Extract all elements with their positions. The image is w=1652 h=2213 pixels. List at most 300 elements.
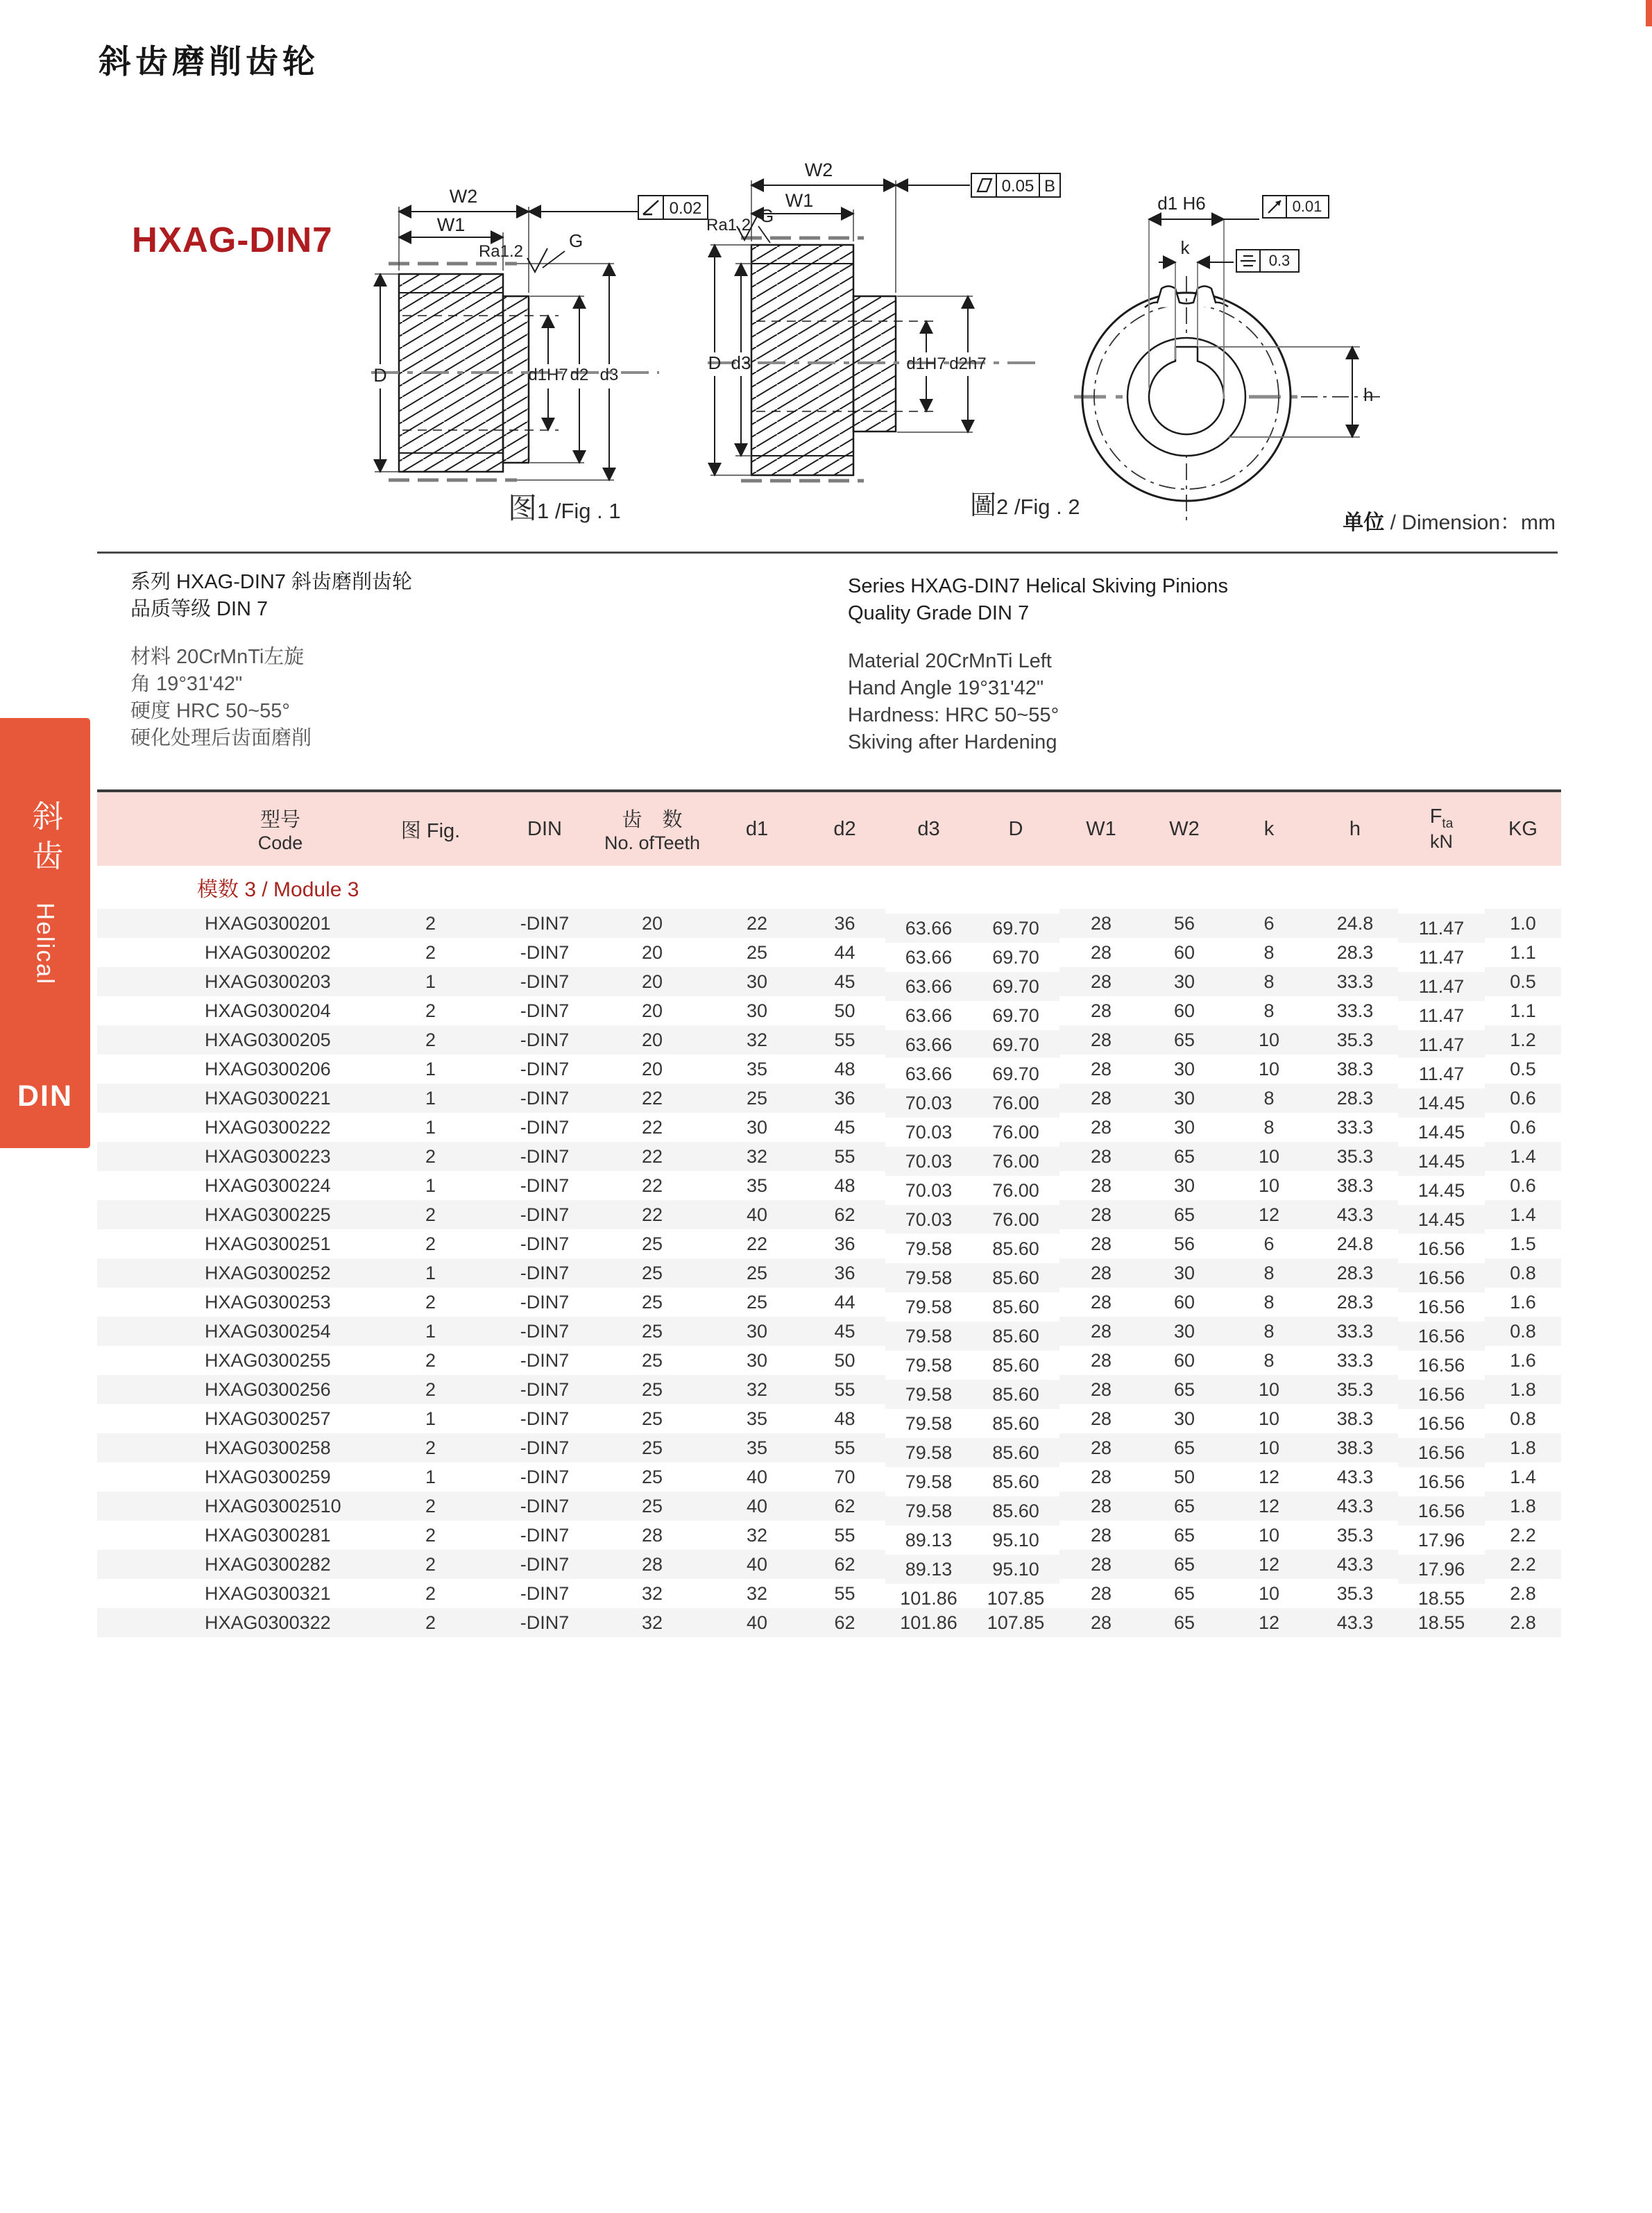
cell-k: 10 — [1258, 1378, 1280, 1400]
cell-fig: 2 — [425, 1349, 436, 1371]
cell-fig: 2 — [425, 1378, 436, 1400]
table-row — [97, 1462, 1561, 1492]
cell-code: HXAG0300204 — [205, 1000, 331, 1021]
cell-d1: 32 — [746, 1378, 768, 1400]
cell-kg: 1.6 — [1510, 1291, 1536, 1313]
cell-din: -DIN7 — [520, 1116, 570, 1138]
cell-k: 8 — [1263, 1262, 1275, 1283]
cell-W2: 30 — [1173, 1262, 1195, 1283]
table-row — [97, 1025, 1561, 1054]
cell-code: HXAG0300224 — [205, 1174, 331, 1196]
description-cn — [130, 569, 412, 752]
cell-fta: 16.56 — [1417, 1412, 1465, 1434]
col-header-teeth: 齿 数 No. ofTeeth — [595, 792, 710, 866]
cell-din: -DIN7 — [520, 1029, 570, 1050]
cell-d1: 22 — [746, 912, 768, 934]
cell-d2: 48 — [834, 1408, 855, 1429]
cell-k: 10 — [1258, 1437, 1280, 1458]
fig1-w1-label: W1 — [436, 214, 466, 235]
table-row — [97, 1288, 1561, 1317]
cell-code: HXAG0300206 — [205, 1058, 331, 1079]
cell-d2: 55 — [834, 1582, 855, 1604]
col-header-W2: W2 — [1143, 792, 1226, 866]
cell-din: -DIN7 — [520, 1378, 570, 1400]
cell-kg: 0.6 — [1510, 1116, 1536, 1138]
fig3-k-label: k — [1180, 237, 1190, 258]
table-row — [97, 967, 1561, 996]
cell-h: 43.3 — [1336, 1553, 1374, 1575]
description-en — [848, 573, 1228, 756]
cell-d1: 25 — [746, 941, 768, 963]
cell-W2: 60 — [1173, 941, 1195, 963]
cell-code: HXAG0300252 — [205, 1262, 331, 1283]
cell-teeth: 25 — [641, 1466, 663, 1487]
runout-tolerance-frame — [1263, 196, 1329, 218]
desc-line: 硬化处理后齿面磨削 — [130, 727, 312, 749]
cell-teeth: 28 — [641, 1524, 663, 1546]
cell-d2: 55 — [834, 1378, 855, 1400]
cell-d1: 40 — [746, 1204, 768, 1225]
cell-d1: 30 — [746, 1000, 768, 1021]
cell-k: 8 — [1263, 1320, 1275, 1342]
cell-din: -DIN7 — [520, 1349, 570, 1371]
table-row — [97, 1200, 1561, 1229]
cell-code: HXAG0300202 — [205, 941, 331, 963]
table-row — [97, 1608, 1561, 1637]
cell-teeth: 32 — [641, 1612, 663, 1633]
cell-W1: 28 — [1090, 1349, 1112, 1371]
cell-fig: 2 — [425, 1495, 436, 1516]
cell-kg: 1.1 — [1510, 1000, 1536, 1021]
cell-D: 107.85 — [987, 1612, 1045, 1633]
cell-din: -DIN7 — [520, 912, 570, 934]
cell-din: -DIN7 — [520, 1582, 570, 1604]
table-row — [97, 1404, 1561, 1433]
cell-d3: 79.58 — [905, 1412, 953, 1434]
fig3-h-label: h — [1363, 384, 1374, 405]
cell-teeth: 22 — [641, 1174, 663, 1196]
cell-din: -DIN7 — [520, 1233, 570, 1254]
cell-d2: 62 — [834, 1495, 855, 1516]
cell-h: 35.3 — [1336, 1582, 1374, 1604]
cell-din: -DIN7 — [520, 1204, 570, 1225]
cell-W1: 28 — [1090, 1174, 1112, 1196]
cell-d2: 48 — [834, 1058, 855, 1079]
cell-code: HXAG0300255 — [205, 1349, 331, 1371]
cell-W2: 65 — [1173, 1437, 1195, 1458]
cell-d2: 44 — [834, 1291, 855, 1313]
fig2-d1-label: d1H7 — [906, 354, 946, 373]
cell-W2: 56 — [1173, 1233, 1195, 1254]
table-row — [97, 1142, 1561, 1171]
sidebar-label-din: DIN — [17, 1079, 74, 1113]
gear-section — [751, 245, 853, 475]
table-body — [97, 909, 1561, 1637]
cell-W2: 30 — [1173, 1174, 1195, 1196]
col-header-d1: d1 — [710, 792, 804, 866]
cell-k: 8 — [1263, 1291, 1275, 1313]
desc-line: Material 20CrMnTi Left — [848, 650, 1052, 672]
cell-k: 12 — [1258, 1553, 1280, 1575]
cell-fig: 2 — [425, 1612, 436, 1633]
cell-d1: 22 — [746, 1233, 768, 1254]
cell-d3: 79.58 — [905, 1267, 953, 1288]
cell-d1: 40 — [746, 1553, 768, 1575]
cell-k: 8 — [1263, 971, 1275, 992]
cell-k: 10 — [1258, 1029, 1280, 1050]
sidebar-tab-helical[interactable] — [0, 718, 90, 1148]
cell-d2: 36 — [834, 1087, 855, 1109]
table-row — [97, 1171, 1561, 1200]
table-row — [97, 1521, 1561, 1550]
page-corner-mark — [1646, 0, 1652, 26]
table-row — [97, 1113, 1561, 1142]
col-header-D: D — [972, 792, 1059, 866]
cell-d3: 79.58 — [905, 1383, 953, 1405]
cell-k: 10 — [1258, 1174, 1280, 1196]
sidebar-label-cn: 斜齿 — [27, 800, 63, 879]
cell-W1: 28 — [1090, 1000, 1112, 1021]
cell-d1: 32 — [746, 1524, 768, 1546]
symmetry-tolerance-frame — [1236, 250, 1299, 272]
col-header-din: DIN — [495, 792, 595, 866]
cell-kg: 0.5 — [1510, 971, 1536, 992]
cell-d2: 62 — [834, 1204, 855, 1225]
cell-fig: 2 — [425, 1553, 436, 1575]
cell-d3: 89.13 — [905, 1558, 953, 1580]
cell-fta: 18.55 — [1417, 1587, 1465, 1609]
cell-fta: 18.55 — [1417, 1612, 1465, 1633]
cell-k: 10 — [1258, 1058, 1280, 1079]
cell-d1: 40 — [746, 1466, 768, 1487]
cell-k: 12 — [1258, 1495, 1280, 1516]
cell-W1: 28 — [1090, 1524, 1112, 1546]
cell-fta: 11.47 — [1418, 1005, 1465, 1026]
cell-fta: 17.96 — [1417, 1529, 1465, 1550]
cell-code: HXAG0300221 — [205, 1087, 331, 1109]
cell-fig: 1 — [425, 1408, 436, 1429]
cell-h: 38.3 — [1336, 1174, 1374, 1196]
cell-fig: 2 — [425, 1291, 436, 1313]
cell-din: -DIN7 — [520, 1553, 570, 1575]
series-title: HXAG-DIN7 — [132, 220, 333, 259]
cell-din: -DIN7 — [520, 1145, 570, 1167]
cell-din: -DIN7 — [520, 1524, 570, 1546]
cell-W2: 60 — [1173, 1349, 1195, 1371]
cell-d1: 40 — [746, 1495, 768, 1516]
cell-d1: 25 — [746, 1262, 768, 1283]
cell-d3: 63.66 — [905, 1034, 953, 1055]
cell-h: 43.3 — [1336, 1204, 1374, 1225]
cell-h: 35.3 — [1336, 1029, 1374, 1050]
cell-teeth: 25 — [641, 1408, 663, 1429]
table-row — [97, 996, 1561, 1025]
cell-teeth: 20 — [641, 971, 663, 992]
cell-D: 85.60 — [992, 1471, 1039, 1492]
cell-kg: 1.4 — [1510, 1466, 1536, 1487]
cell-din: -DIN7 — [520, 941, 570, 963]
cell-d2: 45 — [834, 1116, 855, 1138]
cell-fig: 2 — [425, 1204, 436, 1225]
table-row — [97, 1433, 1561, 1462]
desc-line: Series HXAG-DIN7 Helical Skiving Pinions — [848, 575, 1228, 597]
cell-code: HXAG0300253 — [205, 1291, 331, 1313]
cell-W1: 28 — [1090, 1087, 1112, 1109]
cell-d1: 32 — [746, 1029, 768, 1050]
cell-D: 69.70 — [992, 975, 1039, 997]
cell-h: 35.3 — [1336, 1145, 1374, 1167]
cell-W2: 65 — [1173, 1495, 1195, 1516]
fig1-tol-value: 0.02 — [669, 199, 702, 218]
cell-d2: 62 — [834, 1553, 855, 1575]
module-label: 模数 3 / Module 3 — [197, 878, 359, 901]
surface-finish-icon — [527, 248, 547, 272]
sidebar-vertical-text — [27, 800, 63, 986]
cell-W2: 56 — [1173, 912, 1195, 934]
cell-code: HXAG0300321 — [205, 1582, 331, 1604]
col-header-d3: d3 — [885, 792, 972, 866]
desc-line: Skiving after Hardening — [848, 731, 1057, 753]
cell-fig: 1 — [425, 1466, 436, 1487]
cell-code: HXAG0300254 — [205, 1320, 331, 1342]
cell-d2: 36 — [834, 1233, 855, 1254]
cell-fig: 1 — [425, 1116, 436, 1138]
table-header — [97, 792, 1561, 866]
col-header-d2: d2 — [804, 792, 885, 866]
cell-kg: 2.2 — [1510, 1524, 1536, 1546]
cell-teeth: 22 — [641, 1116, 663, 1138]
cell-fig: 1 — [425, 1087, 436, 1109]
spec-table — [97, 792, 1561, 1637]
cell-fta: 16.56 — [1417, 1296, 1465, 1317]
cell-teeth: 20 — [641, 1029, 663, 1050]
cell-din: -DIN7 — [520, 1612, 570, 1633]
cell-fta: 16.56 — [1417, 1442, 1465, 1463]
cell-D: 85.60 — [992, 1296, 1039, 1317]
cell-W1: 28 — [1090, 971, 1112, 992]
fig2-d-label: D — [708, 352, 722, 373]
cell-d3: 79.58 — [905, 1238, 953, 1259]
cell-din: -DIN7 — [520, 1437, 570, 1458]
cell-d2: 45 — [834, 1320, 855, 1342]
desc-line: 系列 HXAG-DIN7 斜齿磨削齿轮 — [130, 571, 413, 593]
table-row — [97, 1375, 1561, 1404]
cell-W1: 28 — [1090, 1612, 1112, 1633]
fig2-d3-label: d3 — [731, 352, 751, 373]
cell-h: 43.3 — [1336, 1495, 1374, 1516]
cell-d3: 63.66 — [905, 975, 953, 997]
cell-D: 85.60 — [992, 1442, 1039, 1463]
cell-d2: 48 — [834, 1174, 855, 1196]
cell-d3: 70.03 — [905, 1208, 953, 1230]
cell-d1: 25 — [746, 1087, 768, 1109]
cell-d3: 63.66 — [905, 917, 953, 939]
cell-W2: 30 — [1173, 1408, 1195, 1429]
cell-W1: 28 — [1090, 1204, 1112, 1225]
cell-W2: 65 — [1173, 1553, 1195, 1575]
cell-teeth: 25 — [641, 1291, 663, 1313]
cell-din: -DIN7 — [520, 1174, 570, 1196]
cell-k: 12 — [1258, 1466, 1280, 1487]
fig3-tol1-value: 0.01 — [1292, 198, 1322, 215]
cell-fig: 2 — [425, 941, 436, 963]
cell-d1: 32 — [746, 1582, 768, 1604]
table-row — [97, 1550, 1561, 1579]
cell-d3: 79.58 — [905, 1442, 953, 1463]
table-row — [97, 938, 1561, 967]
cell-k: 10 — [1258, 1145, 1280, 1167]
cell-teeth: 20 — [641, 1058, 663, 1079]
cell-d3: 63.66 — [905, 1005, 953, 1026]
cell-W2: 60 — [1173, 1000, 1195, 1021]
cell-fta: 14.45 — [1417, 1208, 1465, 1230]
cell-h: 33.3 — [1336, 1349, 1374, 1371]
col-header-k: k — [1226, 792, 1312, 866]
cell-kg: 0.8 — [1510, 1320, 1536, 1342]
cell-code: HXAG03002510 — [205, 1495, 341, 1516]
hub-section — [503, 296, 529, 463]
cell-D: 85.60 — [992, 1238, 1039, 1259]
cell-fta: 16.56 — [1417, 1238, 1465, 1259]
fig1-g-label: G — [569, 230, 584, 251]
cell-k: 12 — [1258, 1612, 1280, 1633]
cell-kg: 1.8 — [1510, 1437, 1536, 1458]
cell-kg: 2.8 — [1510, 1612, 1536, 1633]
cell-code: HXAG0300251 — [205, 1233, 331, 1254]
cell-W1: 28 — [1090, 1058, 1112, 1079]
cell-d1: 35 — [746, 1058, 768, 1079]
cell-h: 43.3 — [1336, 1612, 1374, 1633]
cell-h: 43.3 — [1336, 1466, 1374, 1487]
cell-teeth: 22 — [641, 1145, 663, 1167]
cell-d1: 35 — [746, 1408, 768, 1429]
cell-W1: 28 — [1090, 1495, 1112, 1516]
cell-W1: 28 — [1090, 1145, 1112, 1167]
cell-k: 8 — [1263, 1116, 1275, 1138]
cell-teeth: 20 — [641, 941, 663, 963]
cell-din: -DIN7 — [520, 1466, 570, 1487]
cell-d2: 36 — [834, 1262, 855, 1283]
cell-fig: 1 — [425, 971, 436, 992]
cell-D: 95.10 — [992, 1558, 1039, 1580]
table-row — [97, 1492, 1561, 1521]
cell-W2: 65 — [1173, 1612, 1195, 1633]
cell-fta: 14.45 — [1417, 1179, 1465, 1201]
cell-W2: 65 — [1173, 1524, 1195, 1546]
cell-din: -DIN7 — [520, 1000, 570, 1021]
cell-h: 24.8 — [1336, 1233, 1374, 1254]
cell-d2: 55 — [834, 1029, 855, 1050]
cell-teeth: 25 — [641, 1437, 663, 1458]
desc-line: Hardness: HRC 50~55° — [848, 704, 1059, 726]
cell-fig: 1 — [425, 1174, 436, 1196]
cell-fig: 1 — [425, 1262, 436, 1283]
cell-D: 69.70 — [992, 1063, 1039, 1084]
cell-D: 85.60 — [992, 1325, 1039, 1347]
cell-d2: 36 — [834, 912, 855, 934]
cell-d1: 30 — [746, 1116, 768, 1138]
cell-k: 8 — [1263, 1087, 1275, 1109]
cell-code: HXAG0300222 — [205, 1116, 331, 1138]
cell-teeth: 32 — [641, 1582, 663, 1604]
cell-W1: 28 — [1090, 1233, 1112, 1254]
cell-fig: 2 — [425, 1524, 436, 1546]
cell-teeth: 22 — [641, 1087, 663, 1109]
cell-din: -DIN7 — [520, 1291, 570, 1313]
cell-k: 6 — [1263, 1233, 1275, 1254]
cell-fta: 16.56 — [1417, 1500, 1465, 1521]
fig1-d1-label: d1H7 — [528, 366, 568, 384]
desc-line: Quality Grade DIN 7 — [848, 602, 1030, 624]
page-title: 斜齿磨削齿轮 — [99, 43, 319, 80]
cell-kg: 0.6 — [1510, 1174, 1536, 1196]
cell-din: -DIN7 — [520, 1058, 570, 1079]
cell-fig: 2 — [425, 1437, 436, 1458]
cell-h: 28.3 — [1336, 941, 1374, 963]
cell-k: 8 — [1263, 1000, 1275, 1021]
cell-k: 12 — [1258, 1204, 1280, 1225]
cell-W1: 28 — [1090, 1116, 1112, 1138]
cell-d3: 101.86 — [900, 1587, 957, 1609]
cell-fig: 2 — [425, 1145, 436, 1167]
cell-D: 107.85 — [987, 1587, 1045, 1609]
cell-din: -DIN7 — [520, 1262, 570, 1283]
cell-d2: 44 — [834, 941, 855, 963]
cell-d1: 35 — [746, 1437, 768, 1458]
cell-d1: 25 — [746, 1291, 768, 1313]
cell-d2: 70 — [834, 1466, 855, 1487]
cell-kg: 0.5 — [1510, 1058, 1536, 1079]
cell-W2: 50 — [1173, 1466, 1195, 1487]
table-row — [97, 1258, 1561, 1288]
fig3-d1-label: d1 H6 — [1157, 193, 1206, 214]
fig2-datum-label: B — [1044, 177, 1056, 196]
cell-teeth: 25 — [641, 1233, 663, 1254]
cell-d1: 30 — [746, 971, 768, 992]
cell-kg: 1.4 — [1510, 1204, 1536, 1225]
cell-teeth: 28 — [641, 1553, 663, 1575]
cell-W2: 30 — [1173, 1087, 1195, 1109]
cell-fta: 17.96 — [1417, 1558, 1465, 1580]
cell-kg: 1.0 — [1510, 912, 1536, 934]
cell-d3: 70.03 — [905, 1179, 953, 1201]
cell-D: 85.60 — [992, 1354, 1039, 1376]
cell-d3: 101.86 — [900, 1612, 957, 1633]
cell-W2: 60 — [1173, 1291, 1195, 1313]
cell-d2: 50 — [834, 1000, 855, 1021]
cell-W2: 30 — [1173, 1320, 1195, 1342]
cell-kg: 2.2 — [1510, 1553, 1536, 1575]
col-header-h: h — [1312, 792, 1398, 866]
cell-W1: 28 — [1090, 1291, 1112, 1313]
cell-k: 8 — [1263, 1349, 1275, 1371]
cell-D: 69.70 — [992, 1034, 1039, 1055]
cell-d3: 79.58 — [905, 1354, 953, 1376]
cell-d1: 30 — [746, 1349, 768, 1371]
cell-din: -DIN7 — [520, 971, 570, 992]
cell-fig: 2 — [425, 1029, 436, 1050]
cell-d3: 79.58 — [905, 1471, 953, 1492]
col-header-kg: KG — [1485, 792, 1561, 866]
cell-kg: 1.4 — [1510, 1145, 1536, 1167]
cell-fta: 16.56 — [1417, 1267, 1465, 1288]
fig2-w1-label: W1 — [785, 190, 814, 211]
cell-W2: 30 — [1173, 971, 1195, 992]
table-row — [97, 1084, 1561, 1113]
cell-fta: 16.56 — [1417, 1383, 1465, 1405]
cell-kg: 1.1 — [1510, 941, 1536, 963]
cell-d3: 63.66 — [905, 946, 953, 968]
